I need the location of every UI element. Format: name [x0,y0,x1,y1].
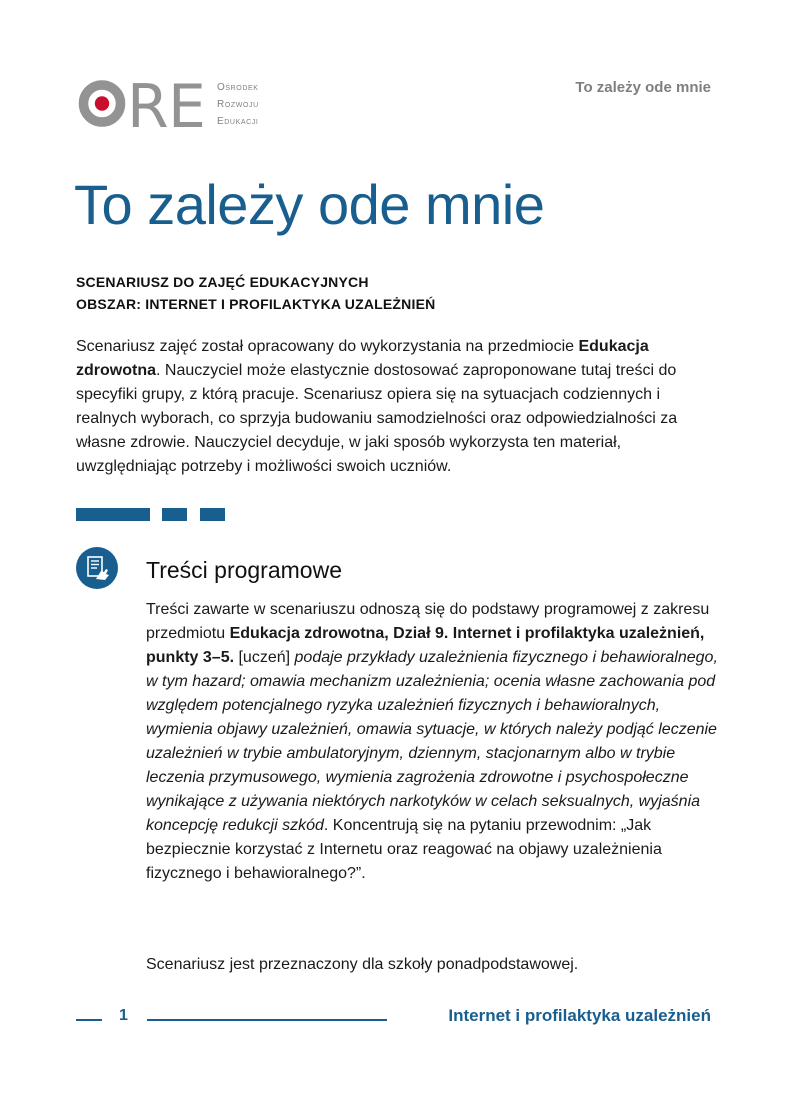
intro-paragraph [76,335,716,479]
decorative-dash [162,508,187,521]
footer-title: Internet i profilaktyka uzależnień [448,1006,711,1025]
intro-bold: Edukacja zdrowotna [76,338,649,379]
footer-rule [147,1019,387,1021]
ore-logo [76,76,276,136]
page-number: 1 [119,1007,128,1024]
section-text: Treści zawarte w scenariuszu odnoszą się do podstawy programowej z zakresu przedmiotu [146,601,710,642]
footer-rule [76,1019,102,1021]
decorative-dash [200,508,225,521]
logo-letter-e: E [168,76,206,136]
logo-word: Ośrodek [217,82,259,93]
section-body [146,598,718,886]
ore-logo-mark [76,76,226,136]
logo-word: Rozwoju [217,99,259,110]
decorative-dash [76,508,150,521]
section-title: Treści programowe [146,557,342,583]
section-note: Scenariusz jest przeznaczony dla szkoły ponadpodstawowej. [146,956,579,973]
subtitle-line: SCENARIUSZ DO ZAJĘĆ EDUKACYJNYCH [76,274,369,290]
page-title: To zależy ode mnie [74,173,545,236]
section-text: [uczeń] [234,649,295,666]
document-hand-icon [76,547,118,589]
section-text: . Koncentrują się na pytaniu przewodnim: „Jak bezpiecznie korzystać z Internetu oraz reagować na objawy uzależnienia fizycznego i behawioralnego?”. [146,817,662,882]
subtitle-line: OBSZAR: INTERNET I PROFILAKTYKA UZALEŻNIEŃ [76,296,436,312]
logo-word: Edukacji [217,116,259,127]
section-italic: podaje przykłady uzależnienia fizycznego i behawioralnego, w tym hazard; omawia mechanizm uzależnienia; ocenia własne zachowania pod względem potencjalnego ryzyka uzależnień fizycznych i behawioralnych, wymienia objawy uzależnień, omawia sytuacje, w których należy podjąć leczenie uzależnień w trybie ambulatoryjnym, dziennym, stacjonarnym albo w trybie leczenia przymusowego, wymienia zagrożenia zdrowotne i psychospołeczne wynikające z używania niektórych narkotyków w celach seksualnych, wyjaśnia koncepcję redukcji szkód [146,649,718,834]
running-title: To zależy ode mnie [575,79,711,96]
logo-letters: R [127,76,169,136]
intro-text: . Nauczyciel może elastycznie dostosować zaproponowane tutaj treści do specyfiki grupy, z którą pracuje. Scenariusz opiera się na sytuacjach codziennych i realnych wyborach, co sprzyja budowaniu samodzielności oraz odpowiedzialności za własne zdrowie. Nauczyciel decyduje, w jaki sposób wykorzysta ten materiał, uwzględniając potrzeby i możliwości swoich uczniów. [76,362,678,475]
logo-wordmark [217,79,259,130]
scenario-subtitle [76,271,435,315]
section-bold: Edukacja zdrowotna, Dział 9. Internet i profilaktyka uzależnień, punkty 3–5. [146,625,705,666]
intro-text: Scenariusz zajęć został opracowany do wykorzystania na przedmiocie [76,338,579,355]
